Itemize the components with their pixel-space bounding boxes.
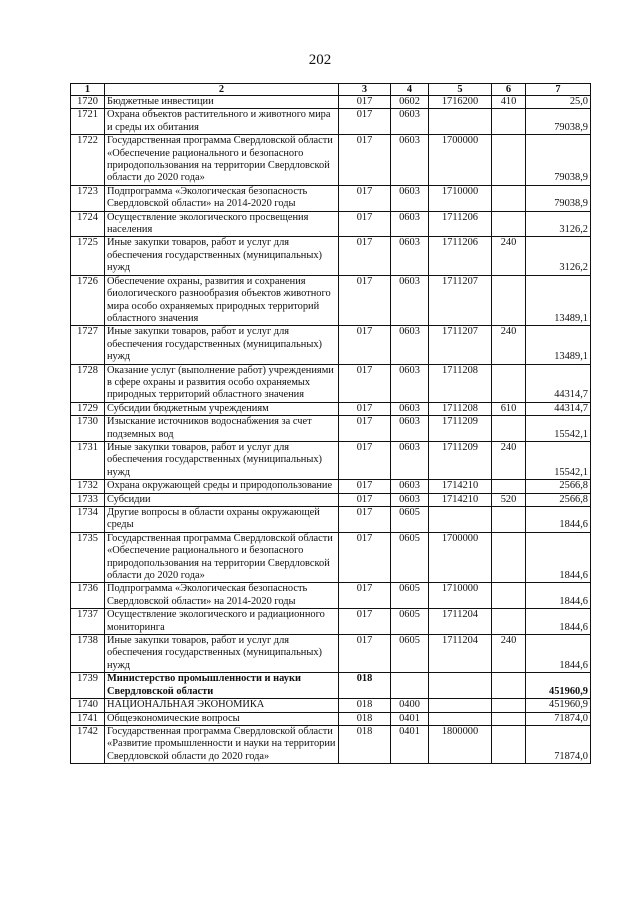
item-name-cell: Государственная программа Свердловской области «Обеспечение рационального и безопасного природопользования на территории Свердловской области до 2020 года» (105, 135, 339, 186)
row-number-cell: 1737 (71, 609, 105, 635)
section-code-cell: 0603 (391, 326, 429, 364)
target-article-cell: 1711208 (429, 402, 492, 415)
table-row (71, 673, 591, 699)
item-name-cell: Бюджетные инвестиции (105, 96, 339, 109)
item-name-cell: Охрана объектов растительного и животного мира и среды их обитания (105, 109, 339, 135)
table-row (71, 507, 591, 533)
item-name-cell: Государственная программа Свердловской области «Обеспечение рационального и безопасного природопользования на территории Свердловской области до 2020 года» (105, 532, 339, 583)
row-number-cell: 1742 (71, 725, 105, 763)
table-header (71, 84, 591, 96)
amount-cell: 13489,1 (526, 326, 591, 364)
row-number-cell: 1727 (71, 326, 105, 364)
expense-type-cell (492, 135, 526, 186)
expense-type-cell (492, 185, 526, 211)
expense-type-cell (492, 109, 526, 135)
item-name-cell: Иные закупки товаров, работ и услуг для обеспечения государственных (муниципальных) нужд (105, 237, 339, 275)
table-row (71, 480, 591, 493)
ministry-code-cell: 017 (339, 211, 391, 237)
table-row (71, 237, 591, 275)
ministry-code-cell: 017 (339, 583, 391, 609)
row-number-cell: 1736 (71, 583, 105, 609)
target-article-cell: 1711206 (429, 237, 492, 275)
row-number-cell: 1726 (71, 275, 105, 326)
amount-cell: 79038,9 (526, 185, 591, 211)
item-name-cell: Другие вопросы в области охраны окружающей среды (105, 507, 339, 533)
ministry-code-cell: 017 (339, 402, 391, 415)
target-article-cell: 1711207 (429, 275, 492, 326)
item-name-cell: Изыскание источников водоснабжения за счет подземных вод (105, 416, 339, 442)
item-name-cell: Осуществление экологического просвещения населения (105, 211, 339, 237)
table-row (71, 725, 591, 763)
target-article-cell: 1711209 (429, 416, 492, 442)
ministry-code-cell: 018 (339, 725, 391, 763)
target-article-cell: 1700000 (429, 532, 492, 583)
item-name-cell: Осуществление экологического и радиационного мониторинга (105, 609, 339, 635)
amount-cell: 13489,1 (526, 275, 591, 326)
section-code-cell: 0603 (391, 364, 429, 402)
expense-type-cell: 240 (492, 237, 526, 275)
expense-type-cell (492, 211, 526, 237)
column-header-7: 7 (526, 84, 591, 96)
item-name-cell: Охрана окружающей среды и природопользование (105, 480, 339, 493)
target-article-cell: 1711207 (429, 326, 492, 364)
item-name-cell: Подпрограмма «Экологическая безопасность Свердловской области» на 2014-2020 годы (105, 583, 339, 609)
section-code-cell: 0603 (391, 402, 429, 415)
column-header-3: 3 (339, 84, 391, 96)
budget-table (70, 83, 591, 764)
table-row (71, 583, 591, 609)
item-name-cell: Иные закупки товаров, работ и услуг для обеспечения государственных (муниципальных) нужд (105, 441, 339, 479)
ministry-code-cell: 017 (339, 635, 391, 673)
expense-type-cell (492, 725, 526, 763)
item-name-cell: Субсидии бюджетным учреждениям (105, 402, 339, 415)
section-code-cell: 0603 (391, 493, 429, 506)
target-article-cell: 1711204 (429, 609, 492, 635)
row-number-cell: 1720 (71, 96, 105, 109)
amount-cell: 44314,7 (526, 364, 591, 402)
expense-type-cell (492, 364, 526, 402)
amount-cell: 451960,9 (526, 699, 591, 712)
item-name-cell: Иные закупки товаров, работ и услуг для обеспечения государственных (муниципальных) нужд (105, 635, 339, 673)
amount-cell: 1844,6 (526, 532, 591, 583)
header-row (71, 84, 591, 96)
expense-type-cell: 610 (492, 402, 526, 415)
amount-cell: 2566,8 (526, 480, 591, 493)
expense-type-cell (492, 609, 526, 635)
target-article-cell (429, 109, 492, 135)
section-code-cell: 0603 (391, 185, 429, 211)
amount-cell: 44314,7 (526, 402, 591, 415)
column-header-5: 5 (429, 84, 492, 96)
amount-cell: 1844,6 (526, 583, 591, 609)
table-row (71, 402, 591, 415)
table-row (71, 185, 591, 211)
item-name-cell: Подпрограмма «Экологическая безопасность Свердловской области» на 2014-2020 годы (105, 185, 339, 211)
ministry-code-cell: 017 (339, 109, 391, 135)
target-article-cell: 1711204 (429, 635, 492, 673)
page-number: 202 (308, 52, 332, 68)
amount-cell: 79038,9 (526, 135, 591, 186)
section-code-cell: 0605 (391, 532, 429, 583)
section-code-cell: 0605 (391, 609, 429, 635)
amount-cell: 3126,2 (526, 211, 591, 237)
expense-type-cell: 240 (492, 326, 526, 364)
ministry-code-cell: 018 (339, 699, 391, 712)
amount-cell: 3126,2 (526, 237, 591, 275)
table-row (71, 699, 591, 712)
table-row (71, 441, 591, 479)
expense-type-cell (492, 699, 526, 712)
item-name-cell: Государственная программа Свердловской области «Развитие промышленности и науки на территории Свердловской области до 2020 года» (105, 725, 339, 763)
ministry-code-cell: 017 (339, 237, 391, 275)
table-body (71, 96, 591, 764)
ministry-code-cell: 017 (339, 532, 391, 583)
section-code-cell: 0603 (391, 135, 429, 186)
target-article-cell (429, 673, 492, 699)
row-number-cell: 1735 (71, 532, 105, 583)
table-row (71, 635, 591, 673)
expense-type-cell (492, 480, 526, 493)
target-article-cell (429, 712, 492, 725)
amount-cell: 71874,0 (526, 725, 591, 763)
table-row (71, 532, 591, 583)
table-row (71, 96, 591, 109)
expense-type-cell: 240 (492, 441, 526, 479)
amount-cell: 79038,9 (526, 109, 591, 135)
section-code-cell: 0603 (391, 441, 429, 479)
ministry-code-cell: 018 (339, 712, 391, 725)
item-name-cell: Общеэкономические вопросы (105, 712, 339, 725)
amount-cell: 1844,6 (526, 507, 591, 533)
amount-cell: 1844,6 (526, 609, 591, 635)
ministry-code-cell: 017 (339, 326, 391, 364)
target-article-cell: 1800000 (429, 725, 492, 763)
section-code-cell: 0603 (391, 480, 429, 493)
section-code-cell: 0602 (391, 96, 429, 109)
ministry-code-cell: 017 (339, 609, 391, 635)
item-name-cell: Оказание услуг (выполнение работ) учреждениями в сфере охраны и развития особо охраняемых природных территорий областного значения (105, 364, 339, 402)
table-row (71, 416, 591, 442)
row-number-cell: 1740 (71, 699, 105, 712)
row-number-cell: 1721 (71, 109, 105, 135)
target-article-cell: 1714210 (429, 480, 492, 493)
target-article-cell (429, 699, 492, 712)
target-article-cell: 1711208 (429, 364, 492, 402)
amount-cell: 15542,1 (526, 416, 591, 442)
amount-cell: 25,0 (526, 96, 591, 109)
expense-type-cell: 520 (492, 493, 526, 506)
expense-type-cell (492, 583, 526, 609)
expense-type-cell (492, 416, 526, 442)
row-number-cell: 1724 (71, 211, 105, 237)
table-row (71, 211, 591, 237)
amount-cell: 1844,6 (526, 635, 591, 673)
ministry-code-cell: 017 (339, 416, 391, 442)
item-name-cell: Субсидии (105, 493, 339, 506)
expense-type-cell (492, 532, 526, 583)
column-header-6: 6 (492, 84, 526, 96)
row-number-cell: 1739 (71, 673, 105, 699)
section-code-cell: 0603 (391, 109, 429, 135)
section-code-cell: 0603 (391, 275, 429, 326)
ministry-code-cell: 017 (339, 493, 391, 506)
target-article-cell: 1711209 (429, 441, 492, 479)
row-number-cell: 1725 (71, 237, 105, 275)
ministry-code-cell: 017 (339, 507, 391, 533)
table-row (71, 364, 591, 402)
column-header-2: 2 (105, 84, 339, 96)
ministry-code-cell: 017 (339, 275, 391, 326)
expense-type-cell (492, 275, 526, 326)
target-article-cell (429, 507, 492, 533)
amount-cell: 71874,0 (526, 712, 591, 725)
expense-type-cell: 240 (492, 635, 526, 673)
item-name-cell: Иные закупки товаров, работ и услуг для обеспечения государственных (муниципальных) нужд (105, 326, 339, 364)
section-code-cell (391, 673, 429, 699)
section-code-cell: 0401 (391, 725, 429, 763)
target-article-cell: 1714210 (429, 493, 492, 506)
row-number-cell: 1722 (71, 135, 105, 186)
ministry-code-cell: 017 (339, 364, 391, 402)
table-row (71, 326, 591, 364)
table-row (71, 609, 591, 635)
row-number-cell: 1741 (71, 712, 105, 725)
ministry-code-cell: 017 (339, 135, 391, 186)
row-number-cell: 1723 (71, 185, 105, 211)
section-code-cell: 0605 (391, 583, 429, 609)
expense-type-cell: 410 (492, 96, 526, 109)
row-number-cell: 1738 (71, 635, 105, 673)
table-row (71, 109, 591, 135)
section-code-cell: 0605 (391, 507, 429, 533)
item-name-cell: Обеспечение охраны, развития и сохранения биологического разнообразия объектов животного мира особо охраняемых природных территорий областного значения (105, 275, 339, 326)
section-code-cell: 0603 (391, 211, 429, 237)
amount-cell: 15542,1 (526, 441, 591, 479)
table-row (71, 275, 591, 326)
ministry-code-cell: 017 (339, 96, 391, 109)
expense-type-cell (492, 507, 526, 533)
target-article-cell: 1710000 (429, 185, 492, 211)
item-name-cell: Министерство промышленности и науки Свердловской области (105, 673, 339, 699)
section-code-cell: 0401 (391, 712, 429, 725)
expense-type-cell (492, 673, 526, 699)
expense-type-cell (492, 712, 526, 725)
row-number-cell: 1733 (71, 493, 105, 506)
ministry-code-cell: 017 (339, 185, 391, 211)
target-article-cell: 1716200 (429, 96, 492, 109)
row-number-cell: 1731 (71, 441, 105, 479)
table-row (71, 712, 591, 725)
ministry-code-cell: 017 (339, 441, 391, 479)
amount-cell: 451960,9 (526, 673, 591, 699)
amount-cell: 2566,8 (526, 493, 591, 506)
target-article-cell: 1700000 (429, 135, 492, 186)
row-number-cell: 1728 (71, 364, 105, 402)
target-article-cell: 1711206 (429, 211, 492, 237)
table-row (71, 135, 591, 186)
ministry-code-cell: 017 (339, 480, 391, 493)
section-code-cell: 0605 (391, 635, 429, 673)
section-code-cell: 0603 (391, 237, 429, 275)
row-number-cell: 1732 (71, 480, 105, 493)
section-code-cell: 0400 (391, 699, 429, 712)
item-name-cell: НАЦИОНАЛЬНАЯ ЭКОНОМИКА (105, 699, 339, 712)
column-header-1: 1 (71, 84, 105, 96)
ministry-code-cell: 018 (339, 673, 391, 699)
target-article-cell: 1710000 (429, 583, 492, 609)
column-header-4: 4 (391, 84, 429, 96)
row-number-cell: 1730 (71, 416, 105, 442)
section-code-cell: 0603 (391, 416, 429, 442)
row-number-cell: 1734 (71, 507, 105, 533)
row-number-cell: 1729 (71, 402, 105, 415)
table-row (71, 493, 591, 506)
